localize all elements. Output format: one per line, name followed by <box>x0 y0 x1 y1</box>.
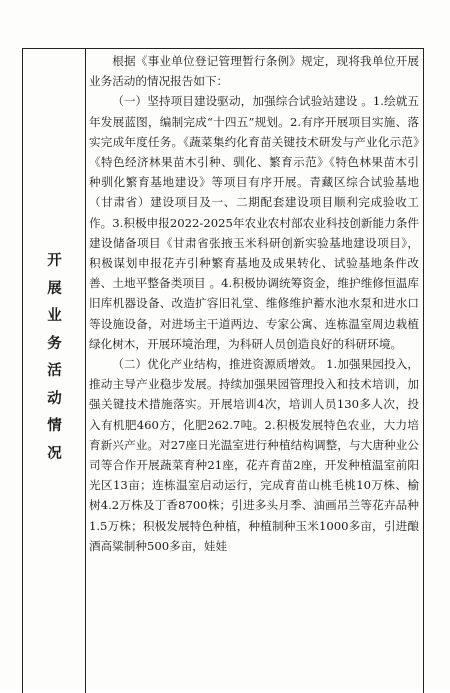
report-content <box>89 51 419 556</box>
report-table <box>22 48 424 693</box>
label-char: 业 <box>47 307 62 324</box>
section-one-paragraph: （一）坚持项目建设驱动，加强综合试验站建设 。1.绘就五年发展蓝图，编制完成“十四五”规划。2.有序开展项目实施、落实完成年度任务。《蔬菜集约化育苗关键技术研发与产业化示范》《特色经济林果苗木引种、驯化、繁育示范》《特色林果苗木引种驯化繁育基地建设》等项目有序开展。青藏区综合试验基地（甘肃省）建设项目及一、二期配套建设项目顺利完成验收工作。3.积极申报2022-2025年农业农村部农业科技创新能力条件建设储备项目《甘肃省张掖玉米科研创新实验基地建设项目》，积极谋划申报花卉引种繁育基地及成果转化、试验基地条件改善、土地平整备类项目 。4.积极协调统筹资金，维护维修恒温库旧库机器设备、改造扩容旧礼堂、维修维护蓄水池水泵和进水口等设施设备，对进场主干道两边、专家公寓、连栋温室周边栽植绿化树木，开展环境治理，为科研人员创造良好的科研环境。 <box>89 94 419 351</box>
section-two-paragraph: （二）优化产业结构，推进资源质增效。 1.加强果园投入，推动主导产业稳步发展。持续加强果园管理投入和技术培训，加强关键技术措施落实。开展培训4次，培训人员130多人次，投入有机肥460方，化肥262.7吨。2.积极发展特色农业，大力培育新兴产业。对27座日光温室进行种植结构调整，与大唐种业公司等合作开展蔬菜育种21座，花卉育苗2座，开发种植温室前阳光区13亩；连栋温室启动运行，完成育苗山桃毛桃10万株、榆树4.2万株及丁香8700株；引进多头月季、油画吊兰等花卉品种1.5万株；积极发展特色种植，种植制种玉米1000多亩，引进酿酒高粱制种500多亩，娃娃 <box>89 357 419 553</box>
section-label <box>23 247 86 467</box>
label-char: 展 <box>47 279 62 297</box>
label-char: 活 <box>47 362 62 379</box>
label-char: 况 <box>47 444 62 462</box>
intro-paragraph: 根据《事业单位登记管理暂行条例》规定，现将我单位开展业务活动的情况报告如下： <box>89 54 419 89</box>
label-char: 动 <box>47 389 62 407</box>
label-char: 开 <box>47 252 62 269</box>
section-label-cell <box>23 49 86 693</box>
label-char: 情 <box>47 417 62 434</box>
label-char: 务 <box>47 334 62 352</box>
